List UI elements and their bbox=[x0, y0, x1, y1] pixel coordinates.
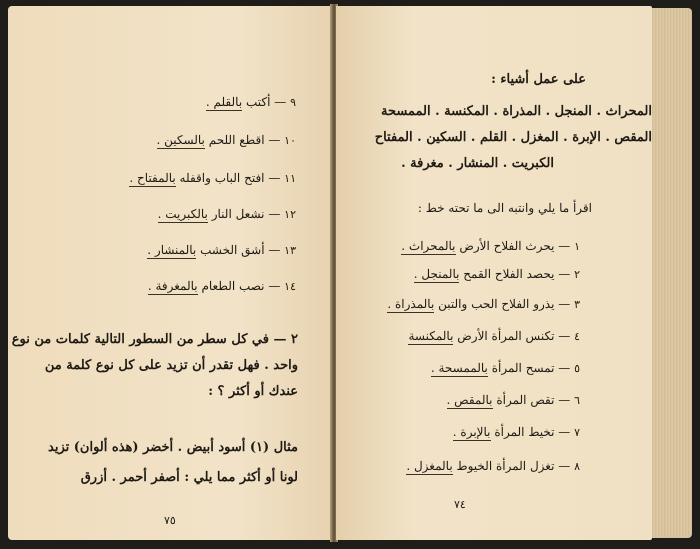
question-line: واحد . فهل تقدر أن تزيد على كل نوع كلمة من bbox=[44, 358, 298, 373]
page-number: ٧٥ bbox=[164, 514, 176, 527]
vocab-line: المقص . الإبرة . المغزل . القلم . السكين . المفتاح bbox=[374, 130, 652, 145]
exercise-line: ٥ — تمسح المرأة بالممسحة . bbox=[430, 361, 580, 375]
exercise-line: ٤ — تكنس المرأة الأرض بالمكنسة bbox=[408, 329, 580, 343]
right-page bbox=[336, 6, 652, 540]
question-line: ٢ — في كل سطر من السطور التالية كلمات من نوع bbox=[11, 332, 298, 347]
exercise-line: ٧ — تخيط المرأة بالإبرة . bbox=[452, 425, 580, 439]
exercise-line: ١ — يحرث الفلاح الأرض بالمحراث . bbox=[401, 239, 580, 253]
exercise-line: ٣ — يذرو الفلاح الحب والتبن بالمذراة . bbox=[387, 297, 580, 311]
page-number: ٧٤ bbox=[454, 498, 466, 511]
instruction: اقرأ ما يلي وانتبه الى ما تحته خط : bbox=[417, 201, 592, 215]
exercise-line: ٩ — أكتب بالقلم . bbox=[205, 95, 296, 109]
example-line: مثال (١) أسود أبيض . أخضر (هذه ألوان) تزيد bbox=[48, 440, 298, 455]
exercise-line: ١٤ — نصب الطعام بالمغرفة . bbox=[147, 279, 296, 293]
section-heading: على عمل أشياء : bbox=[491, 72, 586, 87]
example-line: لونا أو أكثر مما يلي : أصفر أحمر . أزرق bbox=[80, 470, 298, 485]
exercise-line: ١٣ — أشق الخشب بالمنشار . bbox=[147, 243, 296, 257]
exercise-line: ١٢ — نشعل النار بالكبريت . bbox=[157, 207, 296, 221]
exercise-line: ٦ — تقص المرأة بالمقص . bbox=[446, 393, 580, 407]
exercise-line: ٢ — يحصد الفلاح القمح بالمنجل . bbox=[413, 267, 580, 281]
vocab-line: الكبريت . المنشار . مغرفة . bbox=[401, 156, 554, 171]
left-page bbox=[8, 6, 334, 540]
book-fore-edge bbox=[652, 8, 692, 538]
exercise-line: ١١ — افتح الباب واقفله بالمفتاح . bbox=[129, 171, 296, 185]
vocab-line: المحراث . المنجل . المذراة . المكنسة . الممسحة bbox=[381, 104, 652, 119]
exercise-line: ١٠ — اقطع اللحم بالسكين . bbox=[156, 133, 296, 147]
question-line: عندك أو أكثر ؟ : bbox=[208, 384, 298, 399]
exercise-line: ٨ — تغزل المرأة الخيوط بالمغزل . bbox=[406, 459, 580, 473]
